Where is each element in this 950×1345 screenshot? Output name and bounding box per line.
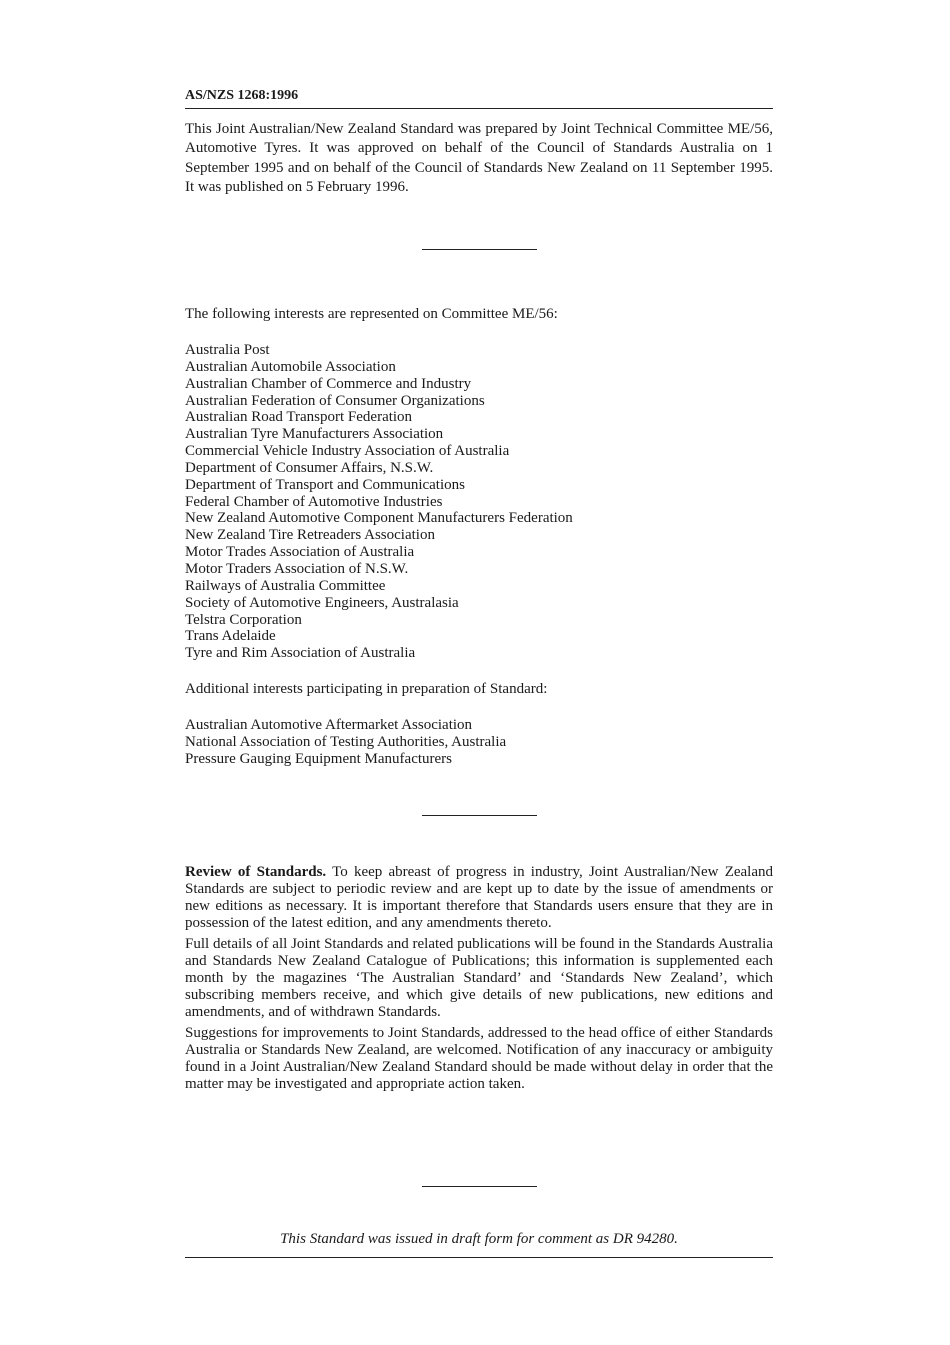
intro-paragraph: This Joint Australian/New Zealand Standard was prepared by Joint Technical Committee ME/56, Automotive Tyres. It was approved on behalf of the Council of Standards Australia on 1 September 1995 and on behalf of the Council of Standards New Zealand on 11 September 1995. It was published on 5 February 1996. [185, 121, 773, 195]
list-item: Department of Transport and Communications [185, 476, 465, 493]
list-item: New Zealand Tire Retreaders Association [185, 527, 435, 544]
list-item: Australian Automotive Aftermarket Association [185, 717, 473, 733]
section-divider [422, 815, 537, 816]
list-item: Australian Road Transport Federation [185, 409, 413, 426]
review-paragraph [185, 864, 773, 932]
draft-note: This Standard was issued in draft form for comment as DR 94280. [280, 1231, 678, 1247]
header-rule [185, 108, 773, 109]
list-item: Railways of Australia Committee [185, 577, 386, 594]
list-item: Australian Chamber of Commerce and Industry [185, 375, 472, 392]
additional-member-list [185, 717, 506, 768]
section-divider [422, 1186, 537, 1187]
review-paragraph: Full details of all Joint Standards and related publications will be found in the Standards Australia and Standards New Zealand Catalogue of Publications; this information is supplemented each month by the magazines ‘The Australian Standard’ and ‘Standards New Zealand’, which subscribing members receive, and which give details of new publications, new editions and amendments, and of withdrawn Standards. [185, 936, 773, 1020]
section-divider [422, 249, 537, 250]
list-item: Telstra Corporation [185, 611, 302, 628]
list-item: Trans Adelaide [185, 628, 276, 645]
list-item: Motor Trades Association of Australia [185, 544, 415, 561]
footer-rule [185, 1257, 773, 1258]
standard-number: AS/NZS 1268:1996 [185, 88, 299, 103]
list-item: Australian Federation of Consumer Organizations [185, 392, 485, 409]
committee-member-list [185, 342, 573, 662]
list-item: Department of Consumer Affairs, N.S.W. [185, 459, 434, 476]
list-item: Federal Chamber of Automotive Industries [185, 493, 443, 510]
list-item: Society of Automotive Engineers, Australasia [185, 594, 459, 611]
review-paragraph: Suggestions for improvements to Joint Standards, addressed to the head office of either Standards Australia or Standards New Zealand, are welcomed. Notification of any inaccuracy or ambiguity found in a Joint Australian/New Zealand Standard should be made without delay in order that the matter may be investigated and appropriate action taken. [185, 1025, 773, 1092]
list-item: Pressure Gauging Equipment Manufacturers [185, 750, 453, 767]
list-item: Motor Traders Association of N.S.W. [185, 560, 409, 577]
review-title: Review of Standards. [185, 864, 327, 880]
list-item: Commercial Vehicle Industry Association of Australia [185, 443, 510, 460]
list-item: National Association of Testing Authorities, Australia [185, 733, 507, 750]
list-item: Australian Automobile Association [185, 358, 396, 375]
list-item: New Zealand Automotive Component Manufacturers Federation [185, 510, 573, 527]
review-text: To keep abreast of progress in industry, Joint Australian/New Zealand Standards are subject to periodic review and are kept up to date by the issue of amendments or new editions as necessary. It is important therefore that Standards users ensure that they are in possession of the latest edition, and any amendments thereto. [185, 864, 773, 931]
committee-heading: The following interests are represented on Committee ME/56: [185, 306, 558, 322]
additional-interests-heading: Additional interests participating in preparation of Standard: [185, 681, 548, 697]
list-item: Australia Post [185, 342, 270, 358]
review-section [185, 864, 773, 1097]
list-item: Australian Tyre Manufacturers Association [185, 426, 444, 443]
list-item: Tyre and Rim Association of Australia [185, 645, 416, 662]
